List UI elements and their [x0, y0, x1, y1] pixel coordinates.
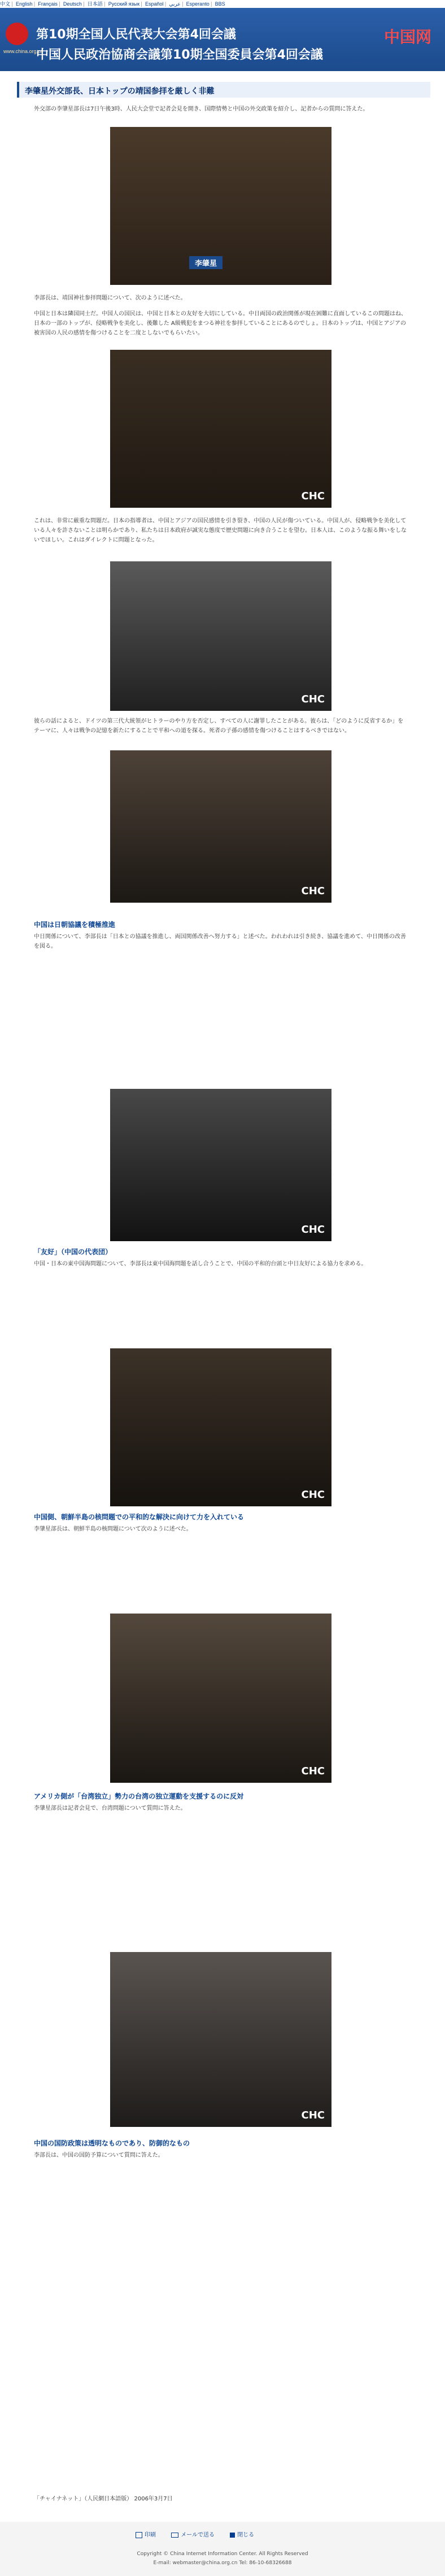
national-emblem-icon: [6, 23, 28, 45]
photo-watermark: CHC: [301, 1224, 325, 1236]
print-icon: [136, 2532, 142, 2538]
close-link[interactable]: 閉じる: [230, 2532, 254, 2538]
lang-japanese[interactable]: 日本語: [87, 1, 103, 7]
article-headline: 李肇星外交部長、日本トップの靖国参拝を厳しく非難: [25, 87, 215, 96]
paragraph: これは、非常に厳重な問題だ。日本の指導者は、中国とアジアの国民感情を引き裂き、中国の人民が傷ついている。中国人が、侵略戦争を美化している人々を許さないことは明らかであり、私たちは日本政府が誠実な態度で歴史問題に向き合うことを望む。日本人は、このような振る舞いをしないでほしい。これはダイレクトに問題となった。: [34, 518, 407, 543]
lang-german[interactable]: Deutsch: [63, 1, 82, 7]
photo-reporters-2: [110, 750, 331, 903]
section-title: 中国の国防政策は透明なものであり、防御的なもの: [34, 2139, 190, 2147]
footer: [0, 2522, 445, 2576]
photo-reporter-woman: [110, 1089, 331, 1241]
photo-watermark: CHC: [301, 490, 325, 502]
footer-links: [136, 2530, 316, 2541]
section-text: 李肇星部長は記者会見で、台湾問題について質問に答えた。: [34, 1805, 186, 1812]
section-text: 李部長は、中国の国防予算について質問に答えた。: [34, 2152, 164, 2159]
language-bar: 中文 | English | Français | Deutsch | 日本語 | Русский язык | Español | عربي | Esperanto | BBS: [0, 0, 445, 8]
photo-watermark: CHC: [301, 1765, 325, 1777]
print-link[interactable]: 印刷: [136, 2532, 156, 2538]
photo-photographers: [110, 1952, 331, 2127]
article-source: 「チャイナネット」（人民網日本語版） 2006年3月7日: [34, 2496, 173, 2502]
photo-cameras: [110, 1614, 331, 1783]
email-link[interactable]: メールで送る: [171, 2532, 215, 2538]
lang-chinese[interactable]: 中文: [0, 1, 11, 7]
section-text: 中日関係について、李部長は「日本との協議を推進し、両国関係改善へ努力する」と述べた。われわれは引き続き、協議を進めて、中日関係の改善を図る。: [34, 934, 406, 949]
photo-press-conference-1: [110, 127, 331, 285]
section-title: 「友好」（中国の代表団）: [34, 1248, 112, 1256]
footer-contact: E-mail: webmaster@china.org.cn Tel: 86-10-68326688: [153, 2560, 292, 2566]
paragraph: 外交部の李肇星部長は7日午後3時、人民大会堂で記者会見を開き、国際情勢と中国の外交政策を紹介し、記者からの質問に答えた。: [34, 106, 369, 112]
footer-copyright: Copyright © China Internet Information Center. All Rights Reserved: [137, 2551, 308, 2557]
section-title: 中国は日朝協議を積極推進: [34, 921, 116, 929]
photo-reporters-1: [110, 561, 331, 711]
china-net-logo[interactable]: 中国网: [383, 28, 431, 46]
photo-press-crowd: [110, 1348, 331, 1506]
lang-arabic[interactable]: عربي: [169, 1, 181, 7]
section-text: 中国・日本の東中国海問題について、李部長は東中国海問題を話し合うことで、中国の平和的台頭と中日友好による協力を求める。: [34, 1261, 367, 1267]
photo-press-conference-2: [110, 350, 331, 508]
lang-esperanto[interactable]: Esperanto: [186, 1, 210, 7]
paragraph: 彼らの話によると、ドイツの第三代大統領がヒトラーのやり方を否定し、すべての人に謝罪したことがある。彼らは、「どのように反省するか」をテーマに、人々は戦争の記憶を新たにすることで平和への道を探る。死者の子孫の感情を傷つけることはするべきではない。: [34, 718, 404, 734]
section-title: アメリカ側が「台湾独立」勢力の台湾の独立運動を支援するのに反対: [34, 1792, 244, 1800]
photo-watermark: CHC: [301, 2109, 325, 2121]
site-url[interactable]: www.china.org.cn: [3, 49, 43, 54]
photo-caption: 李肇星: [189, 256, 223, 269]
header-title-cppcc: 中国人民政治協商会議第10期全国委員会第4回会議: [36, 48, 323, 62]
section-text: 李肇星部長は、朝鮮半島の核問題について次のように述べた。: [34, 1526, 192, 1532]
photo-watermark: CHC: [301, 1489, 325, 1501]
section-title: 中国側、朝鮮半島の核問題での平和的な解決に向けて力を入れている: [34, 1513, 245, 1521]
lang-spanish[interactable]: Español: [145, 1, 164, 7]
header-title-npc: 第10期全国人民代表大会第4回会議: [36, 28, 236, 42]
mail-icon: [171, 2533, 178, 2538]
close-icon: [230, 2533, 235, 2538]
header-banner: [0, 8, 445, 71]
lang-english[interactable]: English: [15, 1, 33, 7]
lang-bbs[interactable]: BBS: [215, 1, 225, 7]
photo-watermark: CHC: [301, 693, 325, 705]
headline-bar: [17, 82, 430, 98]
paragraph: 李部長は、靖国神社参拝問題について、次のように述べた。: [34, 295, 186, 301]
lang-french[interactable]: Français: [38, 1, 58, 7]
photo-watermark: CHC: [301, 885, 325, 897]
lang-russian[interactable]: Русский язык: [108, 1, 140, 7]
paragraph: 中国と日本は隣国同士だ。中国人の国民は、中国と日本との友好を大切にしている。中日両国の政治関係が現在困難に直面しているこの問題はね、日本の一部のトップが、侵略戦争を美化し、後難した A級戦犯をまつる神社を参拝していることにあるのでしょ。日本のトップは、中国とアジアの被害国の人民の感情を傷つけることを二度としないでもらいたい。: [34, 311, 407, 336]
